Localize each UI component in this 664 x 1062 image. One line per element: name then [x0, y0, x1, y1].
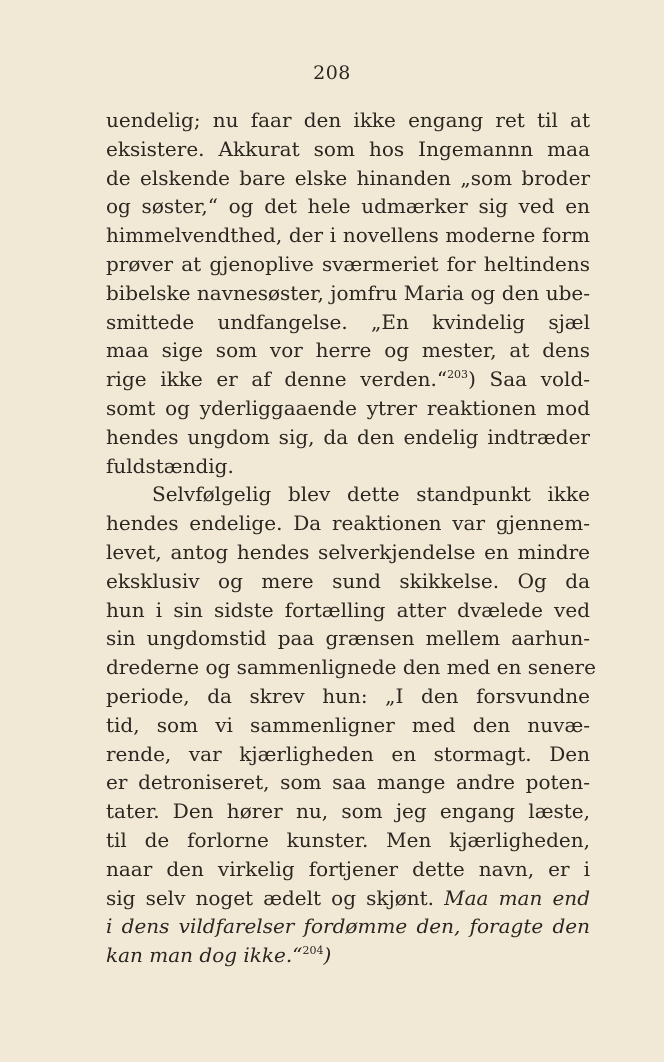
line-text: Selvfølgelig blev dette standpunkt ikke — [152, 482, 590, 507]
line-text: bibelske navnesøster, jomfru Maria og den ube- — [106, 280, 590, 305]
line-text: sin ungdomstid paa grænsen mellem aarhun- — [106, 626, 590, 651]
text-line — [106, 884, 590, 913]
text-line — [106, 941, 590, 970]
line-text: de elskende bare elske hinanden „som broder — [106, 165, 590, 190]
footnote-ref: 203 — [447, 368, 469, 382]
line-text: naar den virkelig fortjener dette navn, er i — [106, 856, 590, 881]
text-line — [106, 682, 590, 711]
text-line — [106, 567, 590, 596]
line-text: og søster,“ og det hele udmærker sig ved en — [106, 194, 590, 219]
text-line — [106, 192, 590, 221]
line-text: levet, antog hendes selverkjendelse en mindre — [106, 539, 590, 564]
text-line — [106, 855, 590, 884]
line-text: kan man dog ikke.“ — [106, 943, 303, 968]
line-italic-text: Maa man end — [444, 885, 590, 910]
text-line — [106, 308, 590, 337]
line-text: drederne og sammenlignede den med en senere — [106, 655, 596, 680]
text-line — [106, 711, 590, 740]
line-text: prøver at gjenoplive sværmeriet for heltindens — [106, 251, 590, 276]
line-text: somt og yderliggaaende ytrer reaktionen mod — [106, 395, 590, 420]
line-text: uendelig; nu faar den ikke engang ret til at — [106, 108, 590, 132]
line-text: fuldstændig. — [106, 453, 234, 478]
footnote-ref: 204 — [302, 944, 324, 958]
line-text: til de forlorne kunster. Men kjærligheden, — [106, 827, 590, 852]
line-text-continued: ) Saa vold- — [468, 367, 591, 392]
text-line — [106, 336, 590, 365]
text-line — [106, 221, 590, 250]
text-line — [106, 164, 590, 193]
text-line — [106, 480, 590, 509]
text-line — [106, 279, 590, 308]
line-text: tater. Den hører nu, som jeg engang læste, — [106, 799, 590, 824]
line-text: hendes endelige. Da reaktionen var gjennem- — [106, 511, 590, 536]
text-line — [106, 509, 590, 538]
text-line — [106, 250, 590, 279]
text-line — [106, 912, 590, 941]
text-line — [106, 768, 590, 797]
line-text: rende, var kjærligheden en stormagt. Den — [106, 741, 590, 766]
text-line — [106, 135, 590, 164]
line-text: i dens vildfarelser fordømme den, foragte den — [106, 914, 590, 939]
line-text: er detroniseret, som saa mange andre poten- — [106, 770, 590, 795]
text-line — [106, 394, 590, 423]
text-line — [106, 740, 590, 769]
line-text: eksistere. Akkurat som hos Ingemannn maa — [106, 136, 590, 161]
page-number: 208 — [313, 62, 351, 84]
text-line — [106, 624, 590, 653]
line-text: himmelvendthed, der i novellens moderne form — [106, 223, 590, 248]
text-line — [106, 797, 590, 826]
body-text — [106, 106, 596, 970]
line-text: tid, som vi sammenligner med den nuvæ- — [106, 712, 590, 737]
text-line — [106, 452, 590, 481]
line-text: periode, da skrev hun: „I den forsvundne — [106, 683, 590, 708]
text-line — [106, 596, 590, 625]
line-text: rige ikke er af denne verden.“ — [106, 367, 448, 392]
line-text-continued: ) — [323, 943, 332, 968]
text-line — [106, 365, 590, 394]
text-line — [106, 653, 596, 682]
text-line — [106, 106, 590, 135]
line-text: hun i sin sidste fortælling atter dvælede ved — [106, 597, 590, 622]
line-text: maa sige som vor herre og mester, at dens — [106, 338, 590, 363]
line-text: sig selv noget ædelt og skjønt. — [106, 885, 435, 910]
text-line — [106, 423, 590, 452]
text-line — [106, 826, 590, 855]
line-text: hendes ungdom sig, da den endelig indtræder — [106, 424, 590, 449]
line-text: eksklusiv og mere sund skikkelse. Og da — [106, 568, 590, 593]
line-text: smittede undfangelse. „En kvindelig sjæl — [106, 309, 590, 334]
text-line — [106, 538, 590, 567]
